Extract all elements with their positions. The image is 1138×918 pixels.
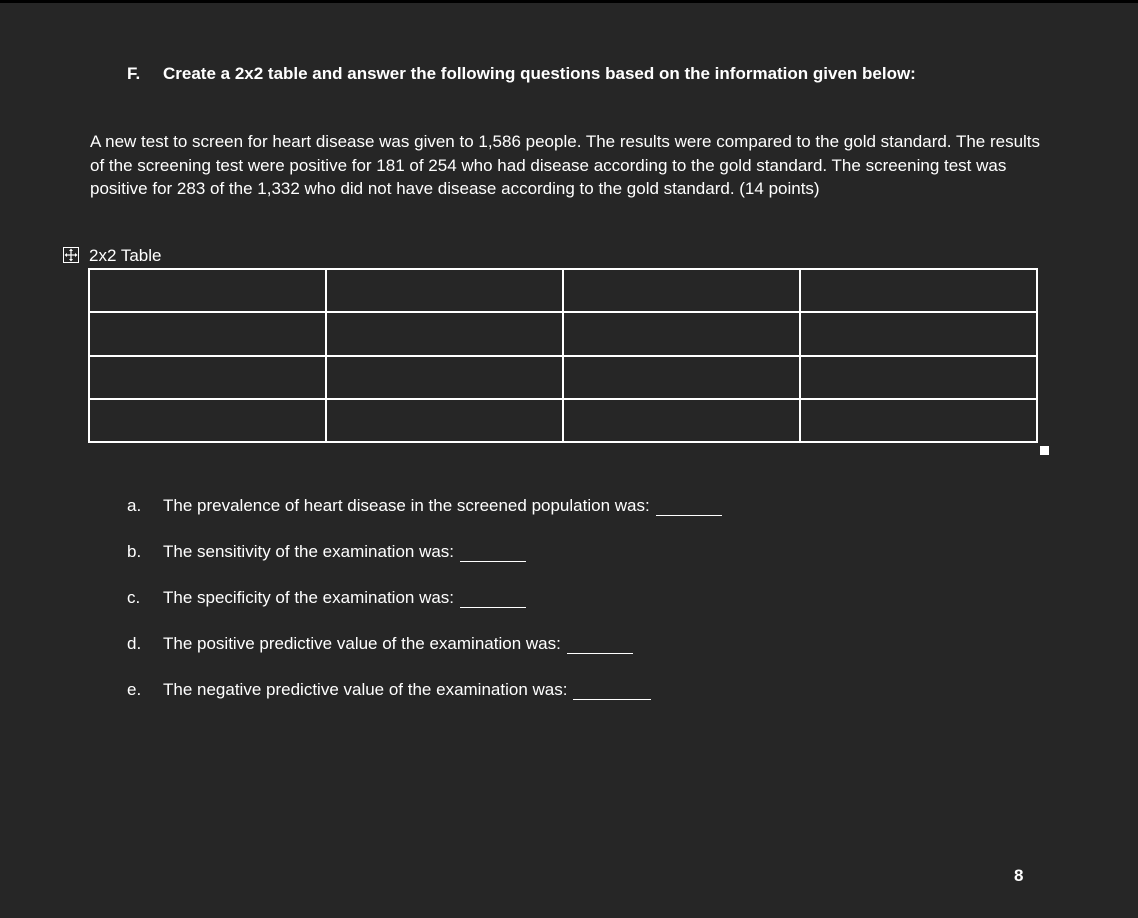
question-text: The specificity of the examination was: — [163, 588, 455, 607]
table-cell[interactable] — [326, 312, 563, 355]
question-e — [127, 680, 651, 700]
question-b — [127, 542, 526, 562]
table-cell[interactable] — [800, 399, 1037, 442]
question-letter: e. — [127, 680, 142, 699]
question-text: The prevalence of heart disease in the screened population was: — [163, 496, 650, 515]
table-row — [89, 269, 1037, 312]
table-row — [89, 399, 1037, 442]
table-cell[interactable] — [89, 312, 326, 355]
table-cell[interactable] — [563, 399, 800, 442]
answer-blank[interactable] — [567, 637, 633, 654]
top-border — [0, 0, 1138, 3]
table-resize-handle[interactable] — [1040, 446, 1049, 455]
question-letter: c. — [127, 588, 141, 607]
table-cell[interactable] — [563, 269, 800, 312]
table-cell[interactable] — [326, 269, 563, 312]
table-move-handle-icon[interactable] — [63, 247, 79, 263]
table-caption: 2x2 Table — [89, 246, 162, 265]
question-text: The positive predictive value of the examination was: — [163, 634, 561, 653]
question-letter: a. — [127, 496, 142, 515]
table-cell[interactable] — [563, 356, 800, 399]
question-text: The sensitivity of the examination was: — [163, 542, 455, 561]
table-cell[interactable] — [800, 269, 1037, 312]
two-by-two-table — [88, 268, 1038, 443]
question-letter: d. — [127, 634, 142, 653]
section-heading-text: Create a 2x2 table and answer the following questions based on the information given below: — [163, 64, 916, 83]
table-cell[interactable] — [800, 312, 1037, 355]
section-heading — [127, 62, 1007, 86]
table-cell[interactable] — [800, 356, 1037, 399]
question-text: The negative predictive value of the examination was: — [163, 680, 568, 699]
table-cell[interactable] — [326, 399, 563, 442]
table-cell[interactable] — [89, 356, 326, 399]
table-row — [89, 356, 1037, 399]
question-a — [127, 496, 722, 516]
table-cell[interactable] — [563, 312, 800, 355]
page-number: 8 — [1014, 866, 1024, 885]
question-c — [127, 588, 526, 608]
table-cell[interactable] — [89, 399, 326, 442]
answer-blank[interactable] — [656, 499, 722, 516]
section-letter: F. — [127, 64, 141, 83]
question-d — [127, 634, 633, 654]
question-letter: b. — [127, 542, 142, 561]
problem-statement: A new test to screen for heart disease was given to 1,586 people. The results were compared to the gold standard. The results of the screening test were positive for 181 of 254 who had disease according to the gold standard. The screening test was positive for 283 of the 1,332 who did not have disease according to the gold standard. (14 points) — [90, 132, 1041, 198]
answer-blank[interactable] — [460, 545, 526, 562]
table-row — [89, 312, 1037, 355]
answer-blank[interactable] — [573, 683, 651, 700]
table-cell[interactable] — [89, 269, 326, 312]
table-cell[interactable] — [326, 356, 563, 399]
answer-blank[interactable] — [460, 591, 526, 608]
